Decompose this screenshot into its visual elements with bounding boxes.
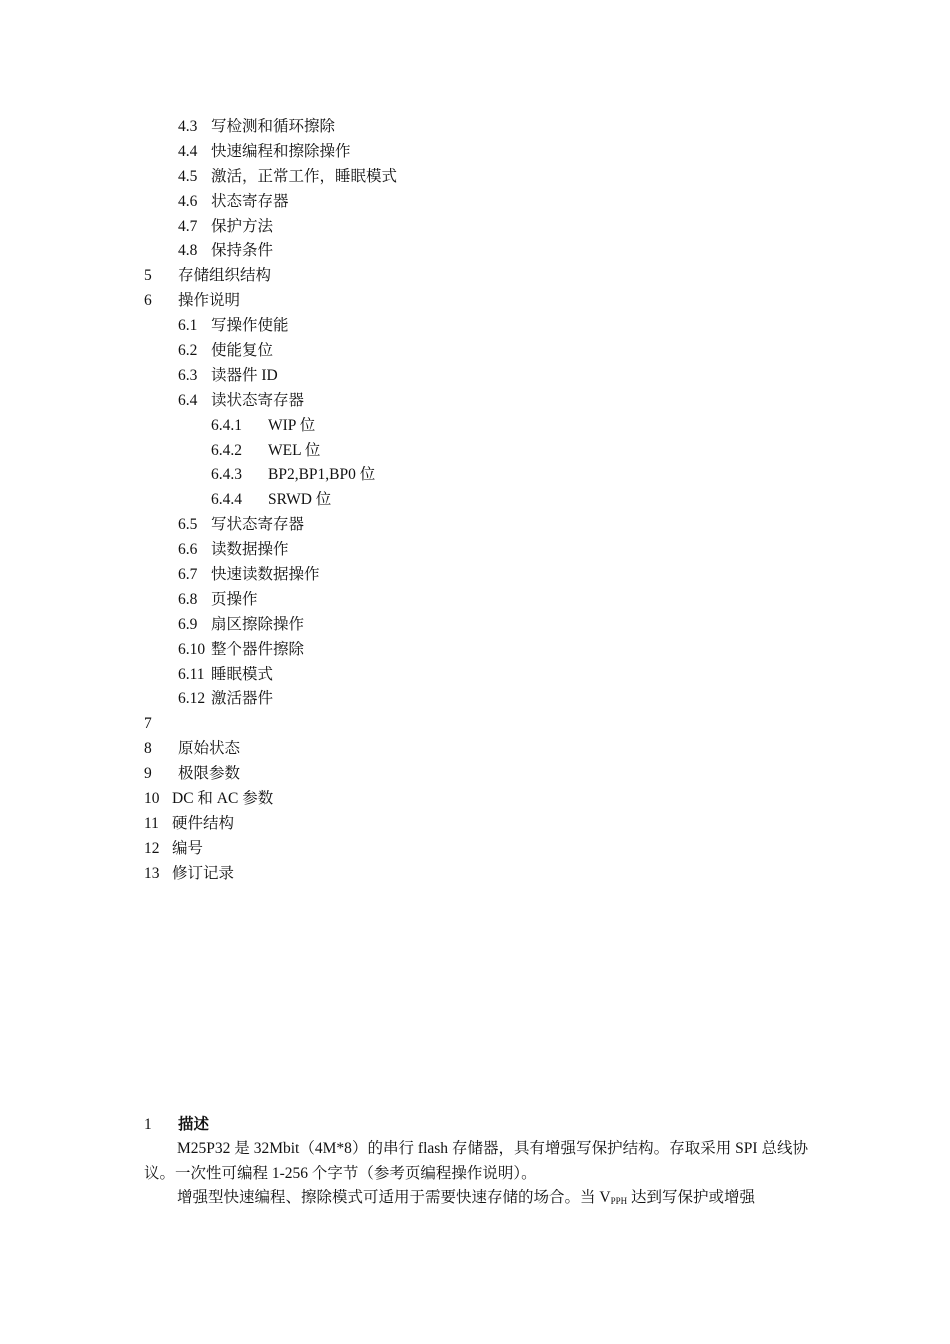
toc-item-title: 读数据操作 — [211, 541, 289, 559]
paragraph-text: 达到写保护或增强 — [627, 1189, 755, 1206]
toc-item-number: 4.6 — [178, 192, 198, 210]
toc-item-title: 写操作使能 — [211, 317, 289, 335]
toc-item-number: 6.5 — [178, 516, 198, 534]
toc-item[interactable] — [144, 737, 844, 762]
toc-item-number: 8 — [144, 740, 152, 758]
toc-item[interactable] — [144, 862, 844, 887]
toc-item[interactable] — [144, 563, 844, 588]
section-title: 描述 — [178, 1116, 210, 1133]
section-description — [144, 1112, 808, 1211]
toc-item-title: 写状态寄存器 — [211, 516, 305, 534]
toc-item-number: 6 — [144, 292, 152, 310]
toc-item-number: 9 — [144, 765, 152, 783]
toc-item-number: 6.4.3 — [211, 466, 242, 484]
toc-item-title: 操作说明 — [178, 292, 241, 310]
toc-item-title: BP2,BP1,BP0 位 — [268, 466, 376, 484]
toc-item-title: 读器件 ID — [211, 366, 278, 384]
toc-item-title: 保持条件 — [211, 242, 274, 260]
toc-item-title: 写检测和循环擦除 — [211, 118, 336, 135]
toc-item-number: 6.9 — [178, 615, 198, 633]
toc-item[interactable] — [144, 289, 844, 314]
toc-item[interactable] — [144, 414, 844, 439]
toc-item-title: 快速读数据操作 — [211, 566, 320, 584]
toc-item-number: 6.10 — [178, 640, 206, 658]
toc-item-number: 6.4.1 — [211, 416, 242, 434]
toc-item-number: 4.3 — [178, 118, 198, 135]
toc-item[interactable] — [144, 638, 844, 663]
toc-item-number: 12 — [144, 839, 160, 857]
toc-item-title: 保护方法 — [211, 217, 274, 235]
toc-item-number: 6.12 — [178, 690, 206, 708]
toc-item-number: 10 — [144, 790, 160, 808]
toc-item[interactable] — [144, 339, 844, 364]
toc-item-number: 6.3 — [178, 366, 198, 384]
toc-item-title: 激活，正常工作，睡眠模式 — [211, 167, 398, 185]
toc-item-title: 极限参数 — [178, 765, 241, 783]
toc-item-title: SRWD 位 — [268, 491, 332, 509]
toc-item[interactable] — [144, 165, 844, 190]
toc-item[interactable] — [144, 115, 844, 140]
toc-item-number: 13 — [144, 864, 160, 882]
section-heading — [144, 1112, 808, 1137]
toc-item-number: 6.2 — [178, 342, 198, 360]
toc-item-number: 4.5 — [178, 167, 198, 185]
toc-item-number: 6.7 — [178, 566, 198, 584]
toc-item-title: 使能复位 — [211, 342, 274, 360]
toc-item[interactable] — [144, 463, 844, 488]
toc-item[interactable] — [144, 264, 844, 289]
toc-item[interactable] — [144, 787, 844, 812]
toc-item-number: 6.11 — [178, 665, 205, 683]
toc-item-title: DC 和 AC 参数 — [172, 790, 274, 808]
toc-item[interactable] — [144, 215, 844, 240]
toc-item[interactable] — [144, 837, 844, 862]
toc-item[interactable] — [144, 364, 844, 389]
toc-item[interactable] — [144, 239, 844, 264]
toc-item[interactable] — [144, 439, 844, 464]
toc-item-title: 扇区擦除操作 — [211, 615, 305, 633]
toc-item[interactable] — [144, 488, 844, 513]
toc-item-title: 激活器件 — [211, 690, 274, 708]
toc-item[interactable] — [144, 663, 844, 688]
toc-item-number: 6.6 — [178, 541, 198, 559]
toc-item[interactable] — [144, 389, 844, 414]
toc-item-title: 睡眠模式 — [211, 665, 274, 683]
toc-item-title: 编号 — [172, 839, 204, 857]
toc-item[interactable] — [144, 190, 844, 215]
toc-item-number: 6.4 — [178, 391, 198, 409]
toc-item-title: 原始状态 — [178, 740, 241, 758]
toc-item-number: 6.1 — [178, 317, 198, 335]
toc-item-number: 6.8 — [178, 590, 198, 608]
toc-item-number: 4.8 — [178, 242, 198, 260]
toc-item-title: 硬件结构 — [172, 814, 235, 832]
paragraph — [144, 1186, 808, 1211]
toc-item[interactable] — [144, 812, 844, 837]
toc-item[interactable] — [144, 538, 844, 563]
toc-item-number: 6.4.2 — [211, 441, 242, 459]
paragraph: M25P32 是 32Mbit（4M*8）的串行 flash 存储器，具有增强写保护结构。存取采用 SPI 总线协议。一次性可编程 1-256 个字节（参考页编程操作说明）。 — [144, 1140, 808, 1182]
toc-item-number: 11 — [144, 814, 159, 832]
toc-item[interactable] — [144, 513, 844, 538]
toc-item-title: 快速编程和擦除操作 — [211, 142, 351, 160]
toc-item-number: 4.4 — [178, 142, 198, 160]
toc-item-title: 修订记录 — [172, 864, 235, 882]
toc-item[interactable] — [144, 712, 844, 737]
toc-item-number: 6.4.4 — [211, 491, 242, 509]
toc-item-number: 7 — [144, 715, 152, 733]
toc-item-number: 4.7 — [178, 217, 198, 235]
toc-item-title: 整个器件擦除 — [211, 640, 305, 658]
toc-item-number: 5 — [144, 267, 152, 285]
toc-item-title: 页操作 — [211, 590, 258, 608]
subscript: PPH — [610, 1196, 628, 1206]
toc-item[interactable] — [144, 588, 844, 613]
section-number: 1 — [144, 1116, 152, 1133]
toc-item-title: 读状态寄存器 — [211, 391, 305, 409]
toc-item-title: 状态寄存器 — [211, 192, 289, 210]
toc-item-title: 存储组织结构 — [178, 267, 272, 285]
toc-item[interactable] — [144, 140, 844, 165]
table-of-contents — [144, 115, 844, 887]
paragraph-text: 增强型快速编程、擦除模式可适用于需要快速存储的场合。当 V — [177, 1189, 611, 1206]
toc-item[interactable] — [144, 613, 844, 638]
toc-item[interactable] — [144, 687, 844, 712]
toc-item-title: WIP 位 — [268, 416, 316, 434]
toc-item[interactable] — [144, 314, 844, 339]
toc-item[interactable] — [144, 762, 844, 787]
toc-item-title: WEL 位 — [268, 441, 321, 459]
